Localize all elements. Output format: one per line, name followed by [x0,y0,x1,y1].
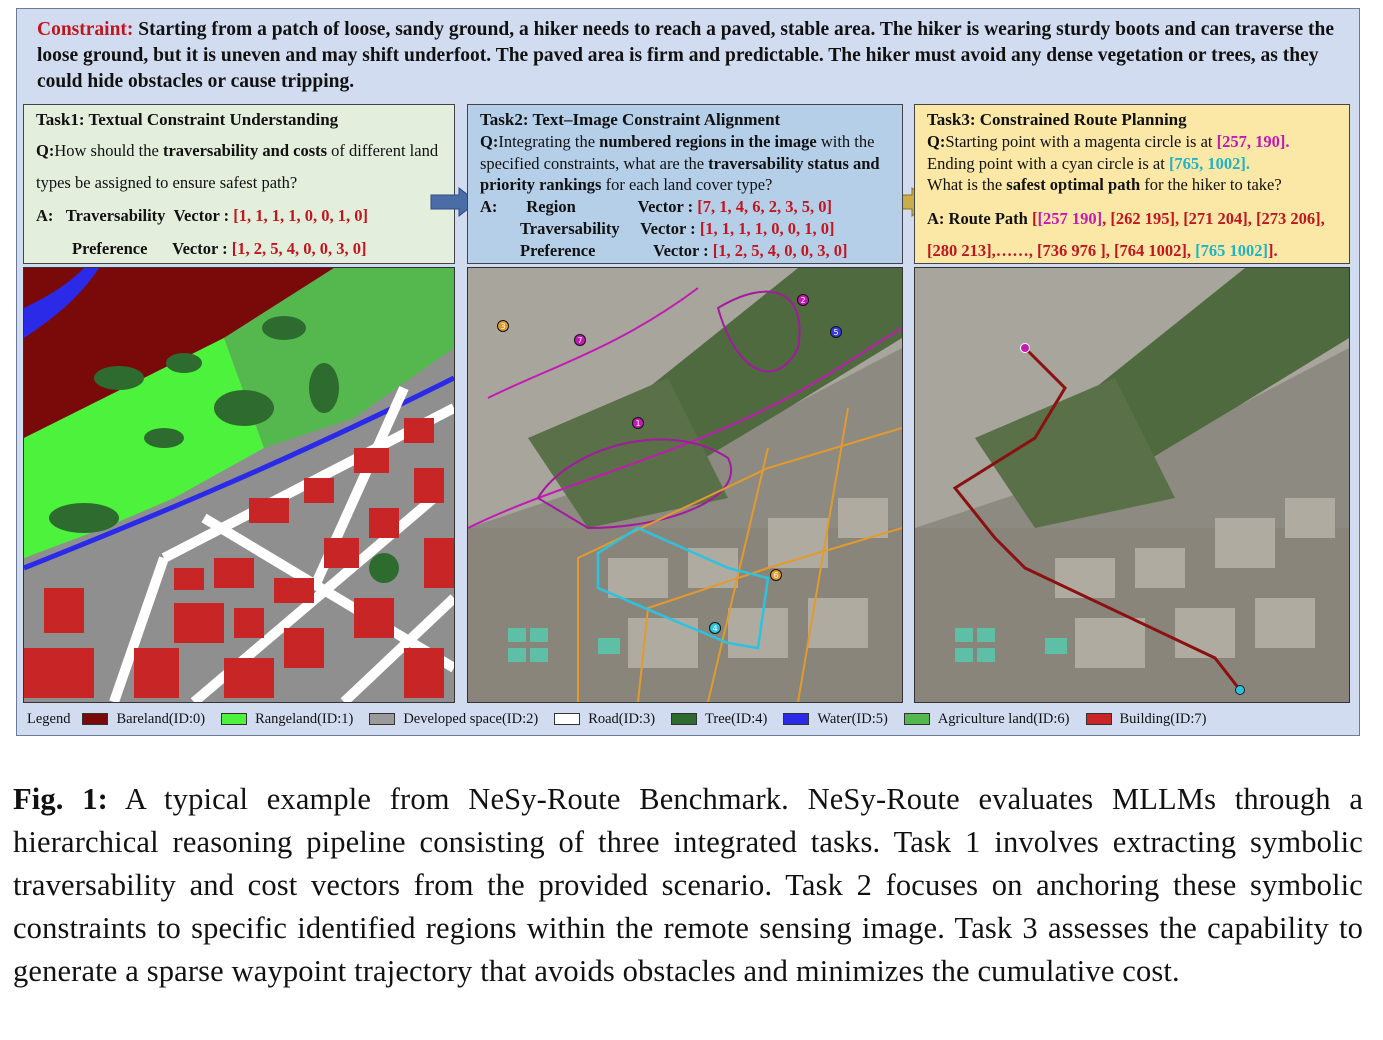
task2-vector-label-3: Vector : [653,241,709,260]
legend-items [82,711,1222,728]
legend-swatch [1086,713,1112,725]
legend-swatch [221,713,247,725]
region-marker-label: 1 [635,419,641,428]
region-marker-label: 2 [800,296,806,305]
legend-label: Rangeland(ID:1) [255,710,354,727]
task1-vector-label: Vector : [173,206,230,225]
legend-swatch [82,713,108,725]
task1-question [36,135,446,199]
legend-swatch [554,713,580,725]
legend-item [904,711,1070,728]
task1-q-text1: How should the [54,141,163,160]
task3-a-label: A: Route Path [927,209,1032,228]
task3-title: Task3: Constrained Route Planning [927,110,1187,129]
task3-end: [765, 1002]. [1168,153,1251,173]
caption-fig-label: Fig. 1: [13,782,108,816]
task1-q-prefix: Q: [36,141,55,160]
constraint-label: Constraint: [37,19,134,40]
legend-item [554,711,655,728]
task1-q-text2: of different land types be assigned to ensure safest path? [36,141,439,192]
legend-title: Legend [27,710,71,727]
task3-q-bold: safest optimal path [1006,175,1141,194]
region-marker-label: 3 [500,322,506,331]
legend-label: Developed space(ID:2) [403,710,539,727]
task2-answer-region [480,196,894,218]
legend-swatch [783,713,809,725]
legend-label: Agriculture land(ID:6) [937,710,1070,727]
constraint-text [37,17,1337,95]
legend-label: Tree(ID:4) [705,710,768,727]
task2-q-text3: for each land cover type? [601,175,773,194]
legend-label: Road(ID:3) [588,710,656,727]
task2-question [480,131,898,196]
route-planning-image [914,267,1350,703]
legend-item [1086,711,1207,728]
task2-title: Task2: Text–Image Constraint Alignment [480,110,781,129]
constraint-body: Starting from a patch of loose, sandy ground, a hiker needs to reach a paved, stable area. The hiker is wearing sturdy boots and can traverse the loose ground, but it is uneven and may shift underfoot. The paved area is firm and predictable. The hiker must avoid any dense vegetation or trees, as they could hide obstacles or cause tripping. [37,19,1334,92]
task3-path-open: [ [1031,209,1038,228]
task1-vector-label-2: Vector : [172,239,228,258]
task3-start: [257, 190]. [1216,132,1290,151]
task3-q-text4: for the hiker to take? [1140,175,1282,194]
legend-swatch [369,713,395,725]
legend-item [221,711,353,728]
task2-trav-vector: [1, 1, 1, 1, 0, 0, 1, 0] [699,219,835,238]
end-point-icon [1236,686,1245,695]
task2-vector-label: Vector : [637,197,694,216]
task2-pref-vector: [1, 2, 5, 4, 0, 0, 3, 0] [712,241,848,260]
task2-q-bold2: traversability status and priority rankings [480,153,880,194]
legend-swatch [904,713,930,725]
task2-region-vector: [7, 1, 4, 6, 2, 3, 5, 0] [697,197,832,216]
task1-answer-trav [36,205,446,227]
task1-q-bold: traversability and costs [162,141,328,160]
figure-panel [16,8,1360,736]
caption-text: A typical example from NeSy-Route Benchmark. NeSy-Route evaluates MLLMs through a hierarchical reasoning pipeline consisting of three integrated tasks. Task 1 involves extracting symbolic traversability and cost vectors from the provided scenario. Task 2 focuses on anchoring these symbolic constraints to specific identified regions within the remote sensing image. Task 3 assesses the capability to generate a sparse waypoint trajectory that avoids obstacles and minimizes the cumulative cost. [13,782,1364,988]
legend-label: Bareland(ID:0) [116,710,206,727]
task1-a-label: A: [36,206,54,225]
task2-a-label: A: [480,197,498,216]
task1-trav-vector: [1, 1, 1, 1, 0, 0, 1, 0] [233,206,368,225]
figure-caption [13,778,1363,993]
task3-q-text1: Starting point with a magenta circle is at [945,132,1217,151]
task2-answer-trav [520,218,894,240]
task1-answer-pref [72,238,446,260]
task3-path-start: [257 190] [1037,209,1103,228]
legend [27,706,1347,732]
region-marker-label: 7 [577,336,583,345]
region-marker-label: 4 [712,624,718,633]
legend-label: Water(ID:5) [817,710,888,727]
legend-label: Building(ID:7) [1119,710,1207,727]
task3-question [927,131,1341,196]
task2-q-bold1: numbered regions in the image [599,132,817,151]
start-point-icon [1021,344,1030,353]
task2-answer-pref [520,240,894,262]
task2-trav-label: Traversability [520,219,620,238]
region-marker-label: 5 [833,328,839,337]
legend-swatch [671,713,697,725]
task2-vector-label-2: Vector : [640,219,696,238]
region-marker-label: 6 [773,571,779,580]
task1-title: Task1: Textual Constraint Understanding [36,110,339,129]
task2-q-text1: Integrating the [498,132,600,151]
task2-q-prefix: Q: [480,132,499,151]
task1-trav-label: Traversability [65,206,166,225]
task2-pref-label: Preference [520,241,596,260]
legend-item [671,711,767,728]
legend-item [783,711,888,728]
legend-item [369,711,538,728]
task3-path-mid: , [262 195], [271 204], [273 206], [280 213],……, [736 976 ], [764 1002], [927,209,1325,260]
task3-answer [927,203,1345,267]
task2-region-label: Region [526,197,576,216]
task3-panel [914,104,1350,264]
task3-q-text3: What is the [927,175,1007,194]
region-annotation-image [467,267,903,703]
task3-q-text2: Ending point with a cyan circle is at [927,153,1169,173]
task1-pref-vector: [1, 2, 5, 4, 0, 0, 3, 0] [231,239,367,258]
segmentation-map-image [23,267,455,703]
legend-item [82,711,205,728]
task3-q-prefix: Q: [927,132,946,151]
task2-panel [467,104,903,264]
task3-path-end: [765 1002] [1195,241,1268,260]
task1-panel [23,104,455,264]
task2-q-text2: with the specified constraints, what are the [480,132,875,173]
task1-pref-label: Preference [72,239,148,258]
task3-path-close: ]. [1267,241,1278,260]
